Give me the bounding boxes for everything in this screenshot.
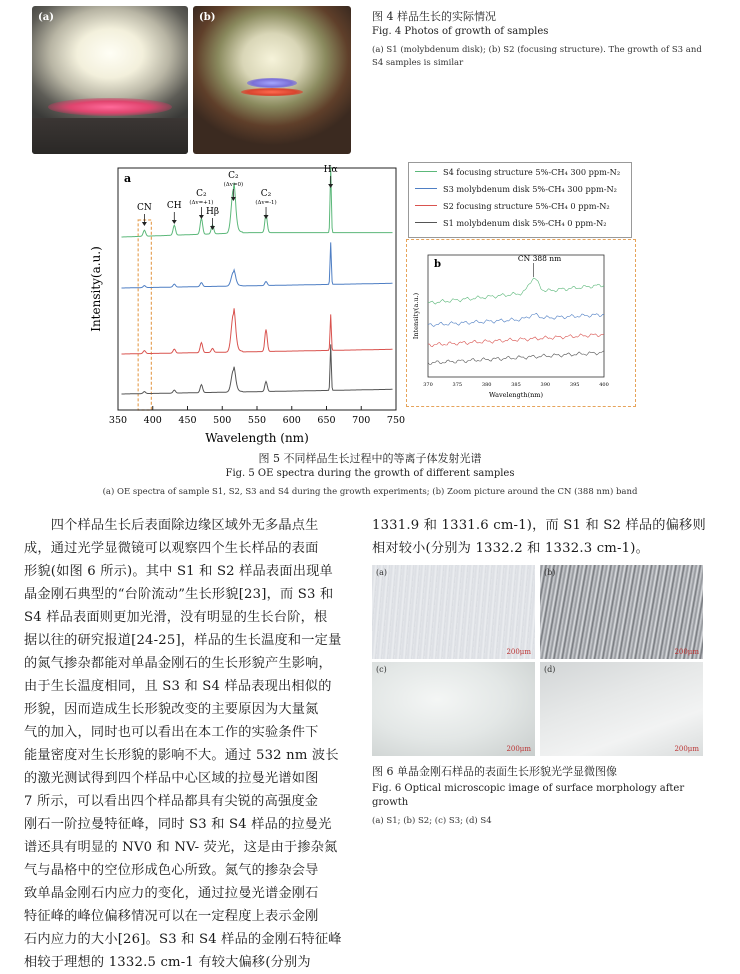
fig4-title-en: Fig. 4 Photos of growth of samples	[372, 26, 549, 37]
chart-legend	[408, 162, 632, 238]
text-line: 相较于理想的 1332.5 cm-1 有较大偏移(分别为	[24, 955, 311, 970]
spectrum-line-s2	[122, 308, 393, 354]
text-line: S4 样品表面则更加光滑，没有明显的生长台阶，根	[24, 610, 328, 625]
fig6-title-cn: 图 6 单晶金刚石样品的表面生长形貌光学显微图像	[372, 765, 617, 778]
micro-c-scale: 200μm	[506, 745, 531, 753]
peak-label: C₂	[228, 171, 239, 181]
x-tick-label: 700	[352, 415, 371, 426]
inset-x-axis-label: Wavelength(nm)	[488, 391, 544, 399]
text-line: 形貌，因而造成生长形貌改变的主要原因为大量氮	[24, 702, 319, 717]
inset-x-tick-label: 370	[423, 382, 433, 388]
x-tick-label: 750	[386, 415, 406, 426]
legend-item	[409, 180, 631, 197]
x-tick-label: 550	[247, 415, 267, 426]
text-line: 由于生长温度相同，且 S3 和 S4 样品表现出相似的	[24, 679, 332, 694]
peak-label: CH	[166, 201, 182, 211]
fig4-subcaption: (a) S1 (molybdenum disk); (b) S2 (focusing structure). The growth of S3 and S4 samples is similar	[372, 45, 702, 68]
micro-d-label: (d)	[544, 665, 556, 674]
body-left-column	[24, 514, 364, 974]
legend-item	[409, 214, 631, 231]
peak-arrowhead	[172, 220, 177, 224]
x-axis-label: Wavelength (nm)	[205, 431, 309, 445]
text-line: 成，通过光学显微镜可以观察四个生长样品的表面	[24, 541, 319, 556]
peak-sublabel: (Δv=-1)	[255, 200, 277, 206]
spectra-chart-a	[86, 158, 416, 448]
text-line: 1331.9 和 1331.6 cm-1)，而 S1 和 S2 样品的偏移则	[372, 518, 706, 533]
legend-swatch	[415, 188, 437, 189]
legend-label: S2 focusing structure 5%-CH₄ 0 ppm-N₂	[443, 200, 610, 211]
text-line: 谱还具有明显的 NV0 和 NV- 荧光，这是由于掺杂氮	[24, 840, 338, 855]
text-line: 形貌(如图 6 所示)。其中 S1 和 S2 样品表面出现单	[24, 564, 333, 579]
peak-label: Hβ	[205, 207, 220, 217]
x-tick-label: 600	[282, 415, 301, 426]
text-line: 晶金刚石典型的“台阶流动”生长形貌[23]，而 S3 和	[24, 587, 334, 602]
text-line: 刚石一阶拉曼特征峰，同时 S3 和 S4 样品的拉曼光	[24, 817, 332, 832]
fig6-subcaption: (a) S1; (b) S2; (c) S3; (d) S4	[372, 816, 492, 826]
text-line: 7 所示，可以看出四个样品都具有尖锐的高强度金	[24, 794, 319, 809]
legend-item	[409, 197, 631, 214]
text-line: 能量密度对生长形貌的影响不大。通过 532 nm 波长	[24, 748, 339, 763]
peak-arrowhead	[264, 215, 269, 219]
micro-c-label: (c)	[376, 665, 387, 674]
peak-arrowhead	[142, 222, 147, 226]
inset-spectrum-line	[428, 351, 604, 365]
legend-label: S3 molybdenum disk 5%-CH₄ 300 ppm-N₂	[443, 183, 617, 194]
panel-label-b: b	[434, 259, 441, 270]
legend-swatch	[415, 222, 437, 223]
spectra-chart-b	[408, 241, 632, 403]
micro-a-scale: 200μm	[506, 648, 531, 656]
micro-d-scale: 200μm	[674, 745, 699, 753]
text-line: 气与晶格中的空位形成色心所致。氮气的掺杂会导	[24, 863, 319, 878]
inset-x-tick-label: 385	[511, 382, 521, 388]
photo-b-label: (b)	[199, 12, 216, 23]
fig5-title-en: Fig. 5 OE spectra during the growth of different samples	[225, 468, 515, 479]
micro-image-a	[372, 565, 535, 659]
inset-annotation: CN 388 nm	[517, 254, 562, 263]
legend-swatch	[415, 171, 437, 172]
legend-label: S4 focusing structure 5%-CH₄ 300 ppm-N₂	[443, 166, 621, 177]
text-line: 石内应力的大小[26]。S3 和 S4 样品的金刚石特征峰	[24, 932, 342, 947]
inset-x-tick-label: 390	[540, 382, 551, 388]
panel-label-a: a	[124, 172, 132, 185]
micro-image-d	[540, 662, 703, 756]
micro-image-c	[372, 662, 535, 756]
text-line: 致单晶金刚石内应力的变化，通过拉曼光谱金刚石	[24, 886, 319, 901]
legend-label: S1 molybdenum disk 5%-CH₄ 0 ppm-N₂	[443, 217, 607, 228]
peak-label: Hα	[323, 165, 338, 175]
peak-arrowhead	[199, 215, 204, 219]
text-line: 据以往的研究报道[24-25]，样品的生长温度和一定量	[24, 633, 342, 648]
inset-x-tick-label: 400	[599, 382, 609, 388]
peak-label: C₂	[196, 189, 207, 199]
micro-image-b	[540, 565, 703, 659]
x-tick-label: 350	[108, 415, 128, 426]
inset-y-axis-label: Intensity(a.u.)	[412, 292, 420, 340]
inset-x-tick-label: 380	[481, 382, 492, 388]
peak-sublabel: (Δv=+1)	[189, 200, 214, 206]
fig6-title-en: Fig. 6 Optical microscopic image of surface morphology after growth	[372, 783, 685, 808]
peak-sublabel: (Δv=0)	[223, 182, 244, 188]
inset-spectrum-line	[428, 278, 604, 304]
body-right-column	[372, 514, 718, 560]
text-line: 的激光测试得到四个样品中心区域的拉曼光谱如图	[24, 771, 319, 786]
x-tick-label: 450	[178, 415, 197, 426]
inset-spectrum-line	[428, 334, 604, 347]
legend-swatch	[415, 205, 437, 206]
cn-highlight-band	[138, 220, 151, 410]
photo-a	[32, 6, 188, 154]
micro-a-label: (a)	[376, 568, 388, 577]
micro-b-label: (b)	[544, 568, 556, 577]
photo-b	[193, 6, 351, 154]
photo-a-label: (a)	[38, 12, 54, 23]
fig5-subcaption: (a) OE spectra of sample S1, S2, S3 and S4 during the growth experiments; (b) Zoom picture around the CN (388 nm) band	[102, 487, 638, 497]
peak-label: C₂	[260, 189, 272, 199]
text-line: 的氮气掺杂都能对单晶金刚石的生长形貌产生影响，	[24, 656, 332, 671]
x-tick-label: 650	[317, 415, 336, 426]
x-tick-label: 400	[143, 415, 162, 426]
inset-x-tick-label: 375	[452, 382, 463, 388]
text-line: 相对较小(分别为 1332.2 和 1332.3 cm-1)。	[372, 541, 649, 556]
inset-spectrum-line	[428, 313, 604, 326]
text-line: 气的加入，同时也可以看出在本工作的实验条件下	[24, 725, 319, 740]
text-line: 特征峰的峰位偏移情况可以在一定程度上表示金刚	[24, 909, 319, 924]
fig5-title-cn: 图 5 不同样品生长过程中的等离子体发射光谱	[258, 452, 482, 465]
text-line: 四个样品生长后表面除边缘区域外无多晶点生	[24, 518, 319, 533]
inset-x-tick-label: 395	[569, 382, 580, 388]
peak-arrowhead	[328, 184, 333, 188]
peak-label: CN	[137, 203, 152, 213]
micro-b-scale: 200μm	[674, 648, 699, 656]
fig4-title-cn: 图 4 样品生长的实际情况	[372, 10, 496, 23]
legend-item	[409, 163, 631, 180]
y-axis-label: Intensity(a.u.)	[89, 246, 103, 332]
x-tick-label: 500	[213, 415, 232, 426]
spectrum-line-s3	[122, 242, 393, 288]
